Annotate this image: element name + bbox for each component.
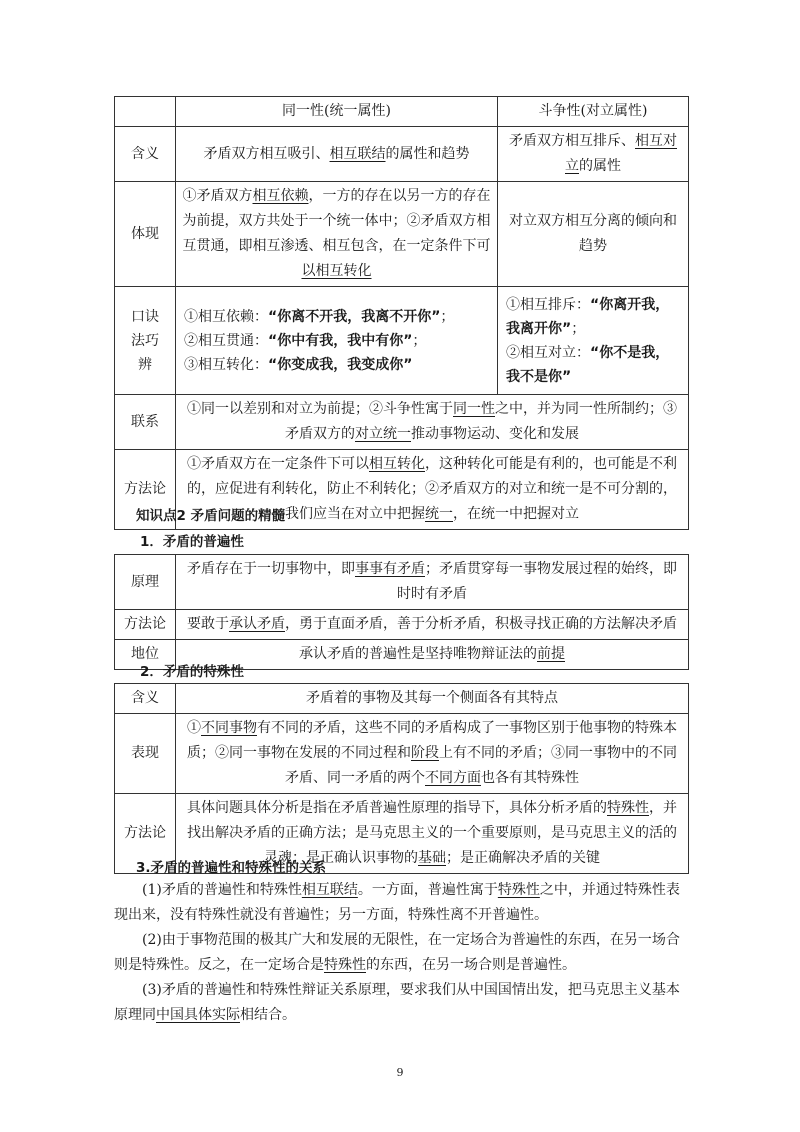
underlined-term: 以相互转化 xyxy=(301,263,372,279)
text-run: ①矛盾双方在一定条件下可以 xyxy=(187,456,369,472)
text-run: 推动事物运动、变化和发展 xyxy=(411,426,579,442)
row-label: 含义 xyxy=(115,127,176,182)
text-run: ①同一以差别和对立为前提；②斗争性寓于 xyxy=(187,401,453,417)
underlined-term: 不同方面 xyxy=(425,770,481,786)
particularity-table xyxy=(114,683,689,874)
row-label: 方法论 xyxy=(115,610,176,640)
underlined-term: 前提 xyxy=(537,646,565,662)
underlined-term: 统一 xyxy=(425,506,453,522)
cell-text xyxy=(176,714,689,794)
text-run: 有不同的矛盾，这些不同的矛盾构成了一事物区别于他事物的特殊本质；②同一事物在发展的不同过程和 xyxy=(187,720,677,761)
text-run: 。一方面，普遍性寓于 xyxy=(357,882,498,898)
text-run: ①相互排斥： xyxy=(506,296,590,313)
bold-quote: 我离开你” xyxy=(506,320,572,337)
cell-text xyxy=(176,555,689,610)
text-run: ②相互对立： xyxy=(506,344,590,361)
text-run: ① xyxy=(187,720,201,736)
underlined-term: 相互依赖 xyxy=(252,188,309,204)
text-run: 的东西，在另一场合则是普遍性。 xyxy=(366,957,576,973)
underlined-term: 事事有矛盾 xyxy=(355,561,425,577)
cell-lines xyxy=(176,287,498,395)
text-line xyxy=(184,353,491,377)
paragraph xyxy=(114,878,686,928)
text-run: 的属性和趋势 xyxy=(385,145,470,162)
paragraph xyxy=(114,978,686,1028)
cell-text xyxy=(176,395,689,450)
text-run: ，勇于直面矛盾，善于分析矛盾，积极寻找正确的方法解决矛盾 xyxy=(285,616,677,632)
row-label: 方法论 xyxy=(115,794,176,874)
text-run: ①相互依赖： xyxy=(184,308,268,325)
unity-struggle-table xyxy=(114,96,689,530)
knowledge-point-heading: 知识点2 矛盾问题的精髓 xyxy=(136,508,286,524)
text-run: ；是正确解决矛盾的关键 xyxy=(446,850,600,866)
text-run: ； xyxy=(571,320,586,337)
section-heading: 1．矛盾的普遍性 xyxy=(140,534,244,550)
bold-quote: “你中有我，我中有你” xyxy=(268,332,413,349)
text-run: ③相互转化： xyxy=(184,356,268,373)
text-run: ，一方的存在以另一方的存在为前提，双方共处于一个统一体中；②矛盾双方相互贯通，即相互渗透、相互包含，在一定条件下可 xyxy=(182,188,491,254)
text-run: ；矛盾贯穿每一事物发展过程的始终，即时时有矛盾 xyxy=(397,561,677,602)
bold-quote: “你离不开我，我离不开你” xyxy=(268,308,441,325)
row-label: 体现 xyxy=(115,182,176,287)
underlined-term: 对立统一 xyxy=(355,426,411,442)
text-run: 之中，并为同一性所制约；③矛盾双方的 xyxy=(285,401,677,442)
underlined-term: 相互转化 xyxy=(369,456,425,472)
underlined-term: 不同事物 xyxy=(201,720,257,736)
row-label: 地位 xyxy=(115,640,176,670)
text-run: ； xyxy=(412,332,427,349)
bold-quote: “你变成我，我变成你” xyxy=(268,356,413,373)
underlined-term: 同一性 xyxy=(453,401,495,417)
underlined-term: 相互对立 xyxy=(565,133,677,174)
text-run: (1)矛盾的普遍性和特殊性 xyxy=(142,882,302,898)
cell-text xyxy=(176,640,689,670)
header-unity: 同一性(统一属性) xyxy=(176,97,498,127)
cell-text xyxy=(498,182,689,287)
text-run: (2)由于事物范围的极其广大和发展的无限性，在一定场合为普遍性的东西，在另一场合则是特殊性。反之，在一定场合是 xyxy=(114,932,680,973)
row-label xyxy=(115,287,176,395)
text-run: 承认矛盾的普遍性是坚持唯物辩证法的 xyxy=(299,646,537,662)
text-run: 上有不同的矛盾；③同一事物中的不同矛盾、同一矛盾的两个 xyxy=(285,745,677,786)
section-heading: 3.矛盾的普遍性和特殊性的关系 xyxy=(136,860,327,876)
cell-text xyxy=(176,127,498,182)
cell-text xyxy=(176,610,689,640)
row-label: 原理 xyxy=(115,555,176,610)
text-run: 之中，并通过特殊性表现出来，没有特殊性就没有普遍性；另一方面，特殊性离不开普遍性。 xyxy=(114,882,680,923)
text-run: 相结合。 xyxy=(240,1007,296,1023)
row-label-text: 口诀法巧辨 xyxy=(131,308,159,373)
text-run: 也各有其特殊性 xyxy=(481,770,579,786)
underlined-term: 中国具体实际 xyxy=(156,1007,240,1023)
row-label: 含义 xyxy=(115,684,176,714)
cell-text xyxy=(176,182,498,287)
underlined-term: 基础 xyxy=(418,850,446,866)
cell-text xyxy=(176,684,689,714)
underlined-term: 承认矛盾 xyxy=(229,616,285,632)
text-run: 矛盾双方相互排斥、 xyxy=(509,133,635,149)
text-line xyxy=(184,305,491,329)
text-line xyxy=(506,341,682,365)
row-label: 方法论 xyxy=(115,450,176,530)
header-struggle: 斗争性(对立属性) xyxy=(498,97,689,127)
page-number: 9 xyxy=(396,1066,404,1079)
text-run: 要敢于 xyxy=(187,616,229,632)
text-line xyxy=(184,329,491,353)
underlined-term: 特殊性 xyxy=(607,800,649,816)
text-run: ，在统一中把握对立 xyxy=(453,506,579,522)
section-heading: 2．矛盾的特殊性 xyxy=(140,664,244,680)
text-run: ，这种转化可能是有利的，也可能是不利的，应促进有利转化，防止不利转化；②矛盾双方的对立和统一是不可分割的，我们应当在对立中把握 xyxy=(187,456,677,522)
text-run: ②相互贯通： xyxy=(184,332,268,349)
text-run: ，并找出解决矛盾的正确方法；是马克思主义的一个重要原则，是马克思主义的活的灵魂；是正确认识事物的 xyxy=(187,800,677,866)
bold-quote: “你不是我， xyxy=(590,344,670,361)
text-run: 具体问题具体分析是指在矛盾普遍性原理的指导下，具体分析矛盾的 xyxy=(187,800,607,816)
underlined-term: 特殊性 xyxy=(497,882,540,898)
text-run: ； xyxy=(440,308,455,325)
bold-quote: 我不是你” xyxy=(506,368,572,385)
universality-table xyxy=(114,554,689,670)
cell-lines xyxy=(498,287,689,395)
bold-quote: “你离开我， xyxy=(590,296,670,313)
text-run: 对立双方相互分离的倾向和趋势 xyxy=(509,213,677,254)
text-line xyxy=(506,293,682,317)
text-run: 矛盾存在于一切事物中，即 xyxy=(187,561,355,577)
text-line xyxy=(506,317,682,341)
header-blank xyxy=(115,97,176,127)
row-label: 表现 xyxy=(115,714,176,794)
underlined-term: 相互联结 xyxy=(329,145,386,162)
text-line xyxy=(506,365,682,389)
text-run: 矛盾着的事物及其每一个侧面各有其特点 xyxy=(306,690,558,706)
text-run: 矛盾双方相互吸引、 xyxy=(203,145,330,162)
text-run: (3)矛盾的普遍性和特殊性辩证关系原理，要求我们从中国国情出发，把马克思主义基本原理同 xyxy=(114,982,680,1023)
paragraph xyxy=(114,928,686,978)
underlined-term: 阶段 xyxy=(411,745,439,761)
row-label: 联系 xyxy=(115,395,176,450)
cell-text xyxy=(498,127,689,182)
underlined-term: 相互联结 xyxy=(301,882,358,898)
text-run: ①矛盾双方 xyxy=(182,188,253,204)
underlined-term: 特殊性 xyxy=(324,957,366,973)
text-run: 的属性 xyxy=(579,158,621,174)
